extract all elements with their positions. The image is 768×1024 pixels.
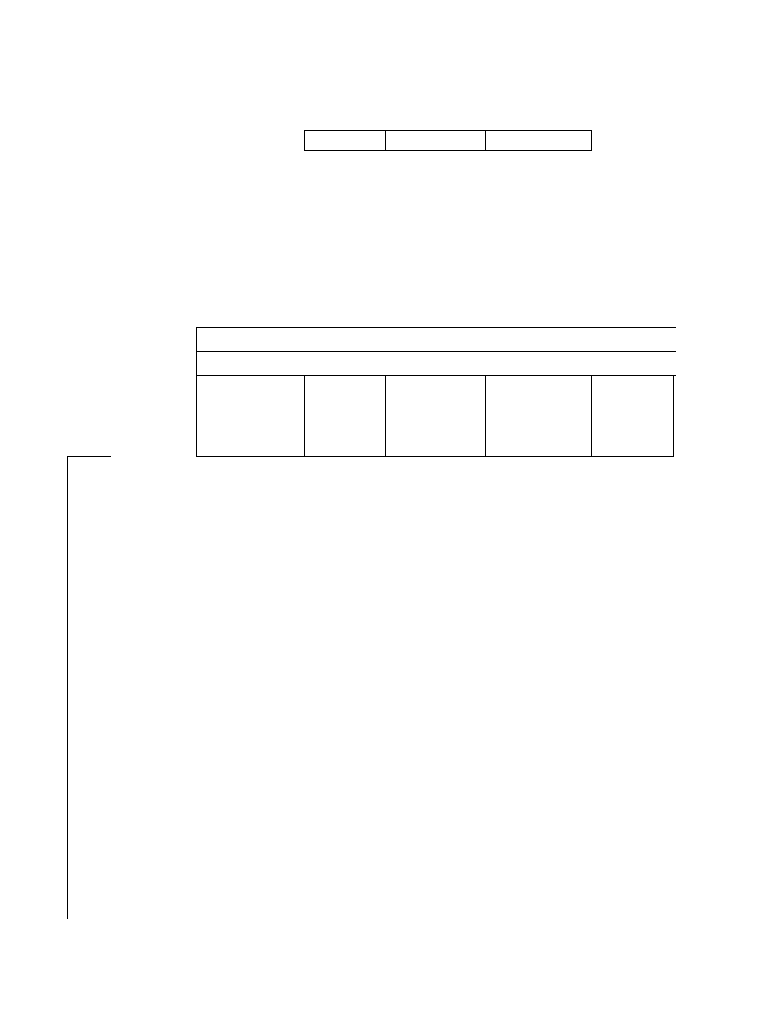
header-training-max [385, 130, 486, 151]
header-1rm [304, 130, 386, 151]
phase-rpe [196, 351, 676, 376]
header-increment-weight [485, 130, 592, 151]
header-rep [485, 375, 592, 457]
header-wave-training-max [304, 375, 386, 457]
header-percent-training-max [385, 375, 486, 457]
header-exercise [196, 375, 305, 457]
week-column-left-border [67, 456, 68, 919]
header-weight [591, 375, 674, 457]
phase-title [196, 327, 676, 352]
week-column-top-border [67, 456, 111, 457]
